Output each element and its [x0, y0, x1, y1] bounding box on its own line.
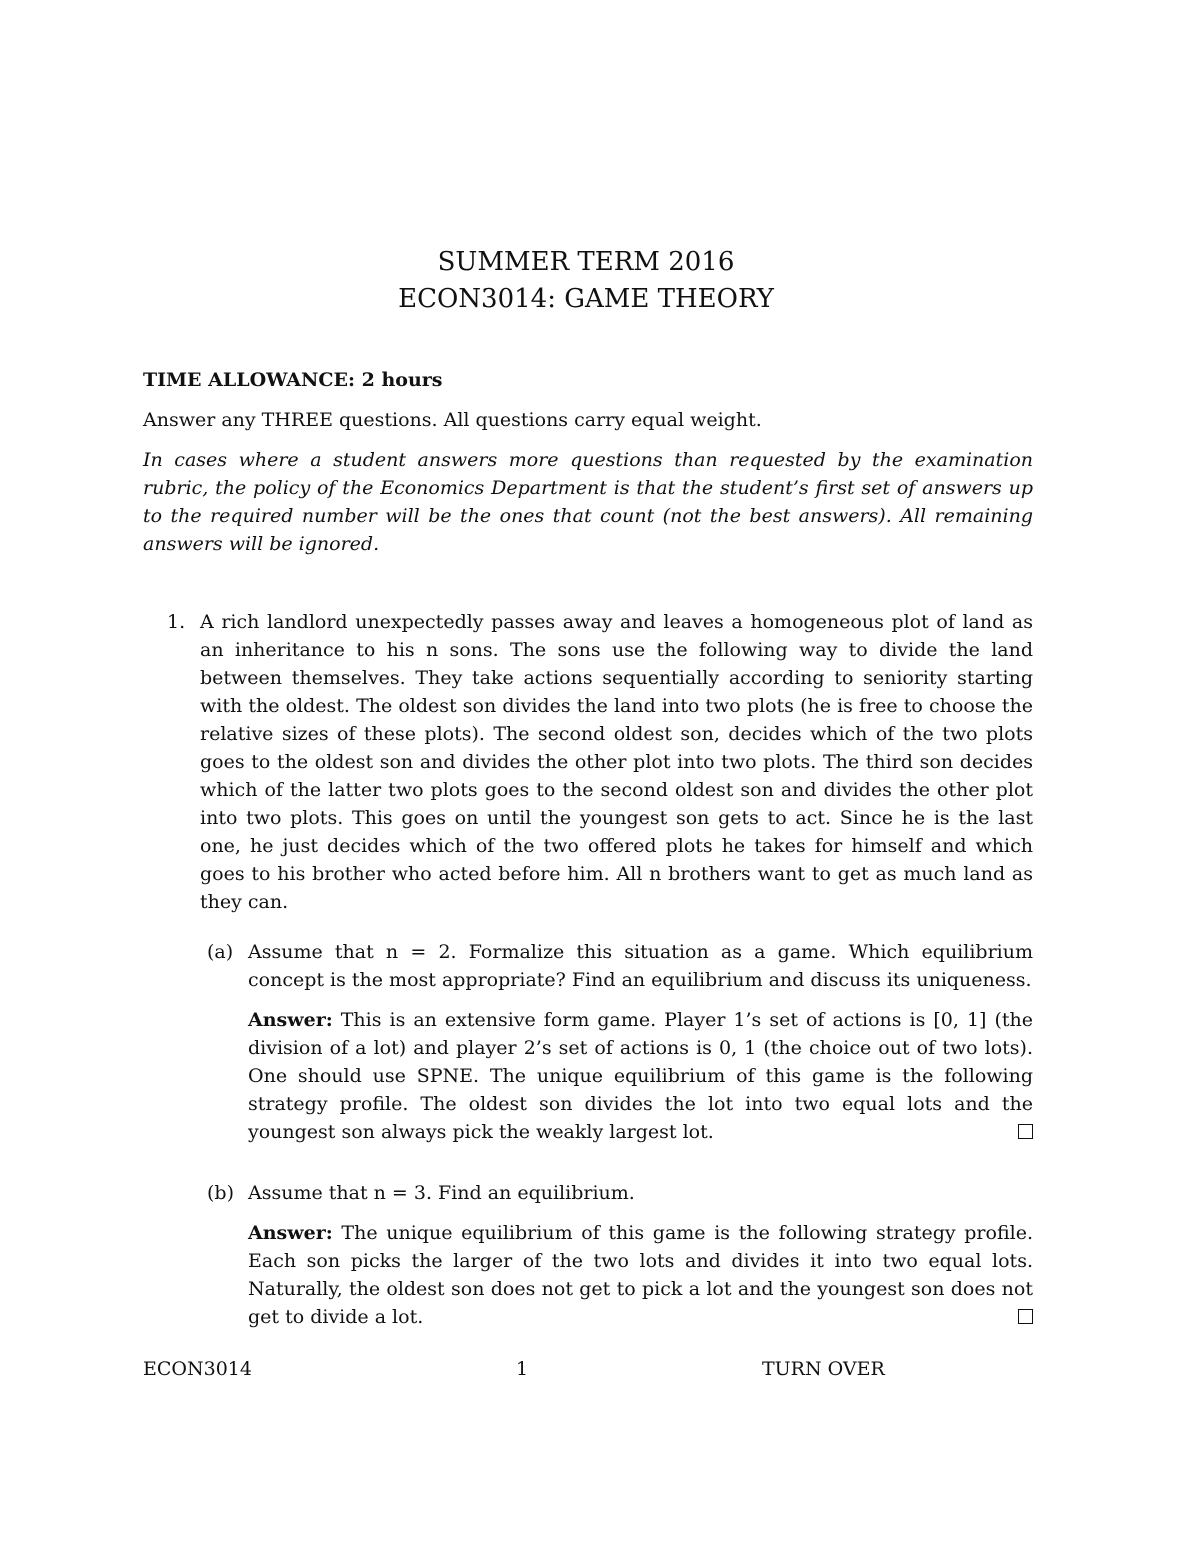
question-number: 1.	[167, 611, 186, 633]
qed-box-icon	[1018, 1309, 1033, 1324]
part-a-answer-label: Answer:	[248, 1009, 333, 1031]
part-b-answer-label: Answer:	[248, 1222, 333, 1244]
part-a-label: (a)	[207, 941, 234, 963]
footer-page-number: 1	[516, 1358, 529, 1380]
part-a-question: Assume that n = 2. Formalize this situation as a game. Which equilibrium concept is the most appropriate? Find an equilibrium and discuss its uniqueness.	[248, 941, 1033, 991]
exam-title-block	[0, 244, 1172, 318]
part-a-answer-text: This is an extensive form game. Player 1’s set of actions is [0, 1] (the division of a lot) and player 2’s set of actions is 0, 1 (the choice out of two lots). One should use SPNE. The unique equilibrium of this game is the following strategy profile. The oldest son divides the lot into two equal lots and the youngest son always pick the weakly largest lot.	[248, 1009, 1033, 1143]
part-a-answer	[248, 1006, 1033, 1146]
part-b-block	[248, 1179, 1033, 1331]
exam-instructions: Answer any THREE questions. All questions carry equal weight.	[143, 409, 762, 431]
qed-box-icon	[1018, 1124, 1033, 1139]
footer-course-code: ECON3014	[143, 1358, 252, 1380]
part-a-block	[248, 938, 1033, 1146]
part-b-answer-text: The unique equilibrium of this game is the following strategy profile. Each son picks the larger of the two lots and divides it into two equal lots. Naturally, the oldest son does not get to pick a lot and the youngest son does not get to divide a lot.	[248, 1222, 1033, 1328]
time-allowance: TIME ALLOWANCE: 2 hours	[143, 369, 443, 391]
part-b-question: Assume that n = 3. Find an equilibrium.	[248, 1182, 635, 1204]
question-text: A rich landlord unexpectedly passes away and leaves a homogeneous plot of land as an inheritance to his n sons. The sons use the following way to divide the land between themselves. They take actions sequentially according to seniority starting with the oldest. The oldest son divides the land into two plots (he is free to choose the relative sizes of these plots). The second oldest son, decides which of the two plots goes to the oldest son and divides the other plot into two plots. The third son decides which of the latter two plots goes to the second oldest son and divides the other plot into two plots. This goes on until the youngest son gets to act. Since he is the last one, he just decides which of the two offered plots he takes for himself and which goes to his brother who acted before him. All n brothers want to get as much land as they can.	[200, 611, 1033, 913]
footer-turn-over: TURN OVER	[762, 1358, 885, 1380]
part-b-answer	[248, 1219, 1033, 1331]
part-b-label: (b)	[207, 1182, 234, 1204]
exam-term-title: SUMMER TERM 2016	[437, 247, 735, 277]
exam-course-title: ECON3014: GAME THEORY	[398, 284, 774, 314]
exam-rubric-note: In cases where a student answers more questions than requested by the examination rubric, the policy of the Economics Department is that the student’s first set of answers up to the required number will be the ones that count (not the best answers). All remaining answers will be ignored.	[143, 449, 1033, 555]
